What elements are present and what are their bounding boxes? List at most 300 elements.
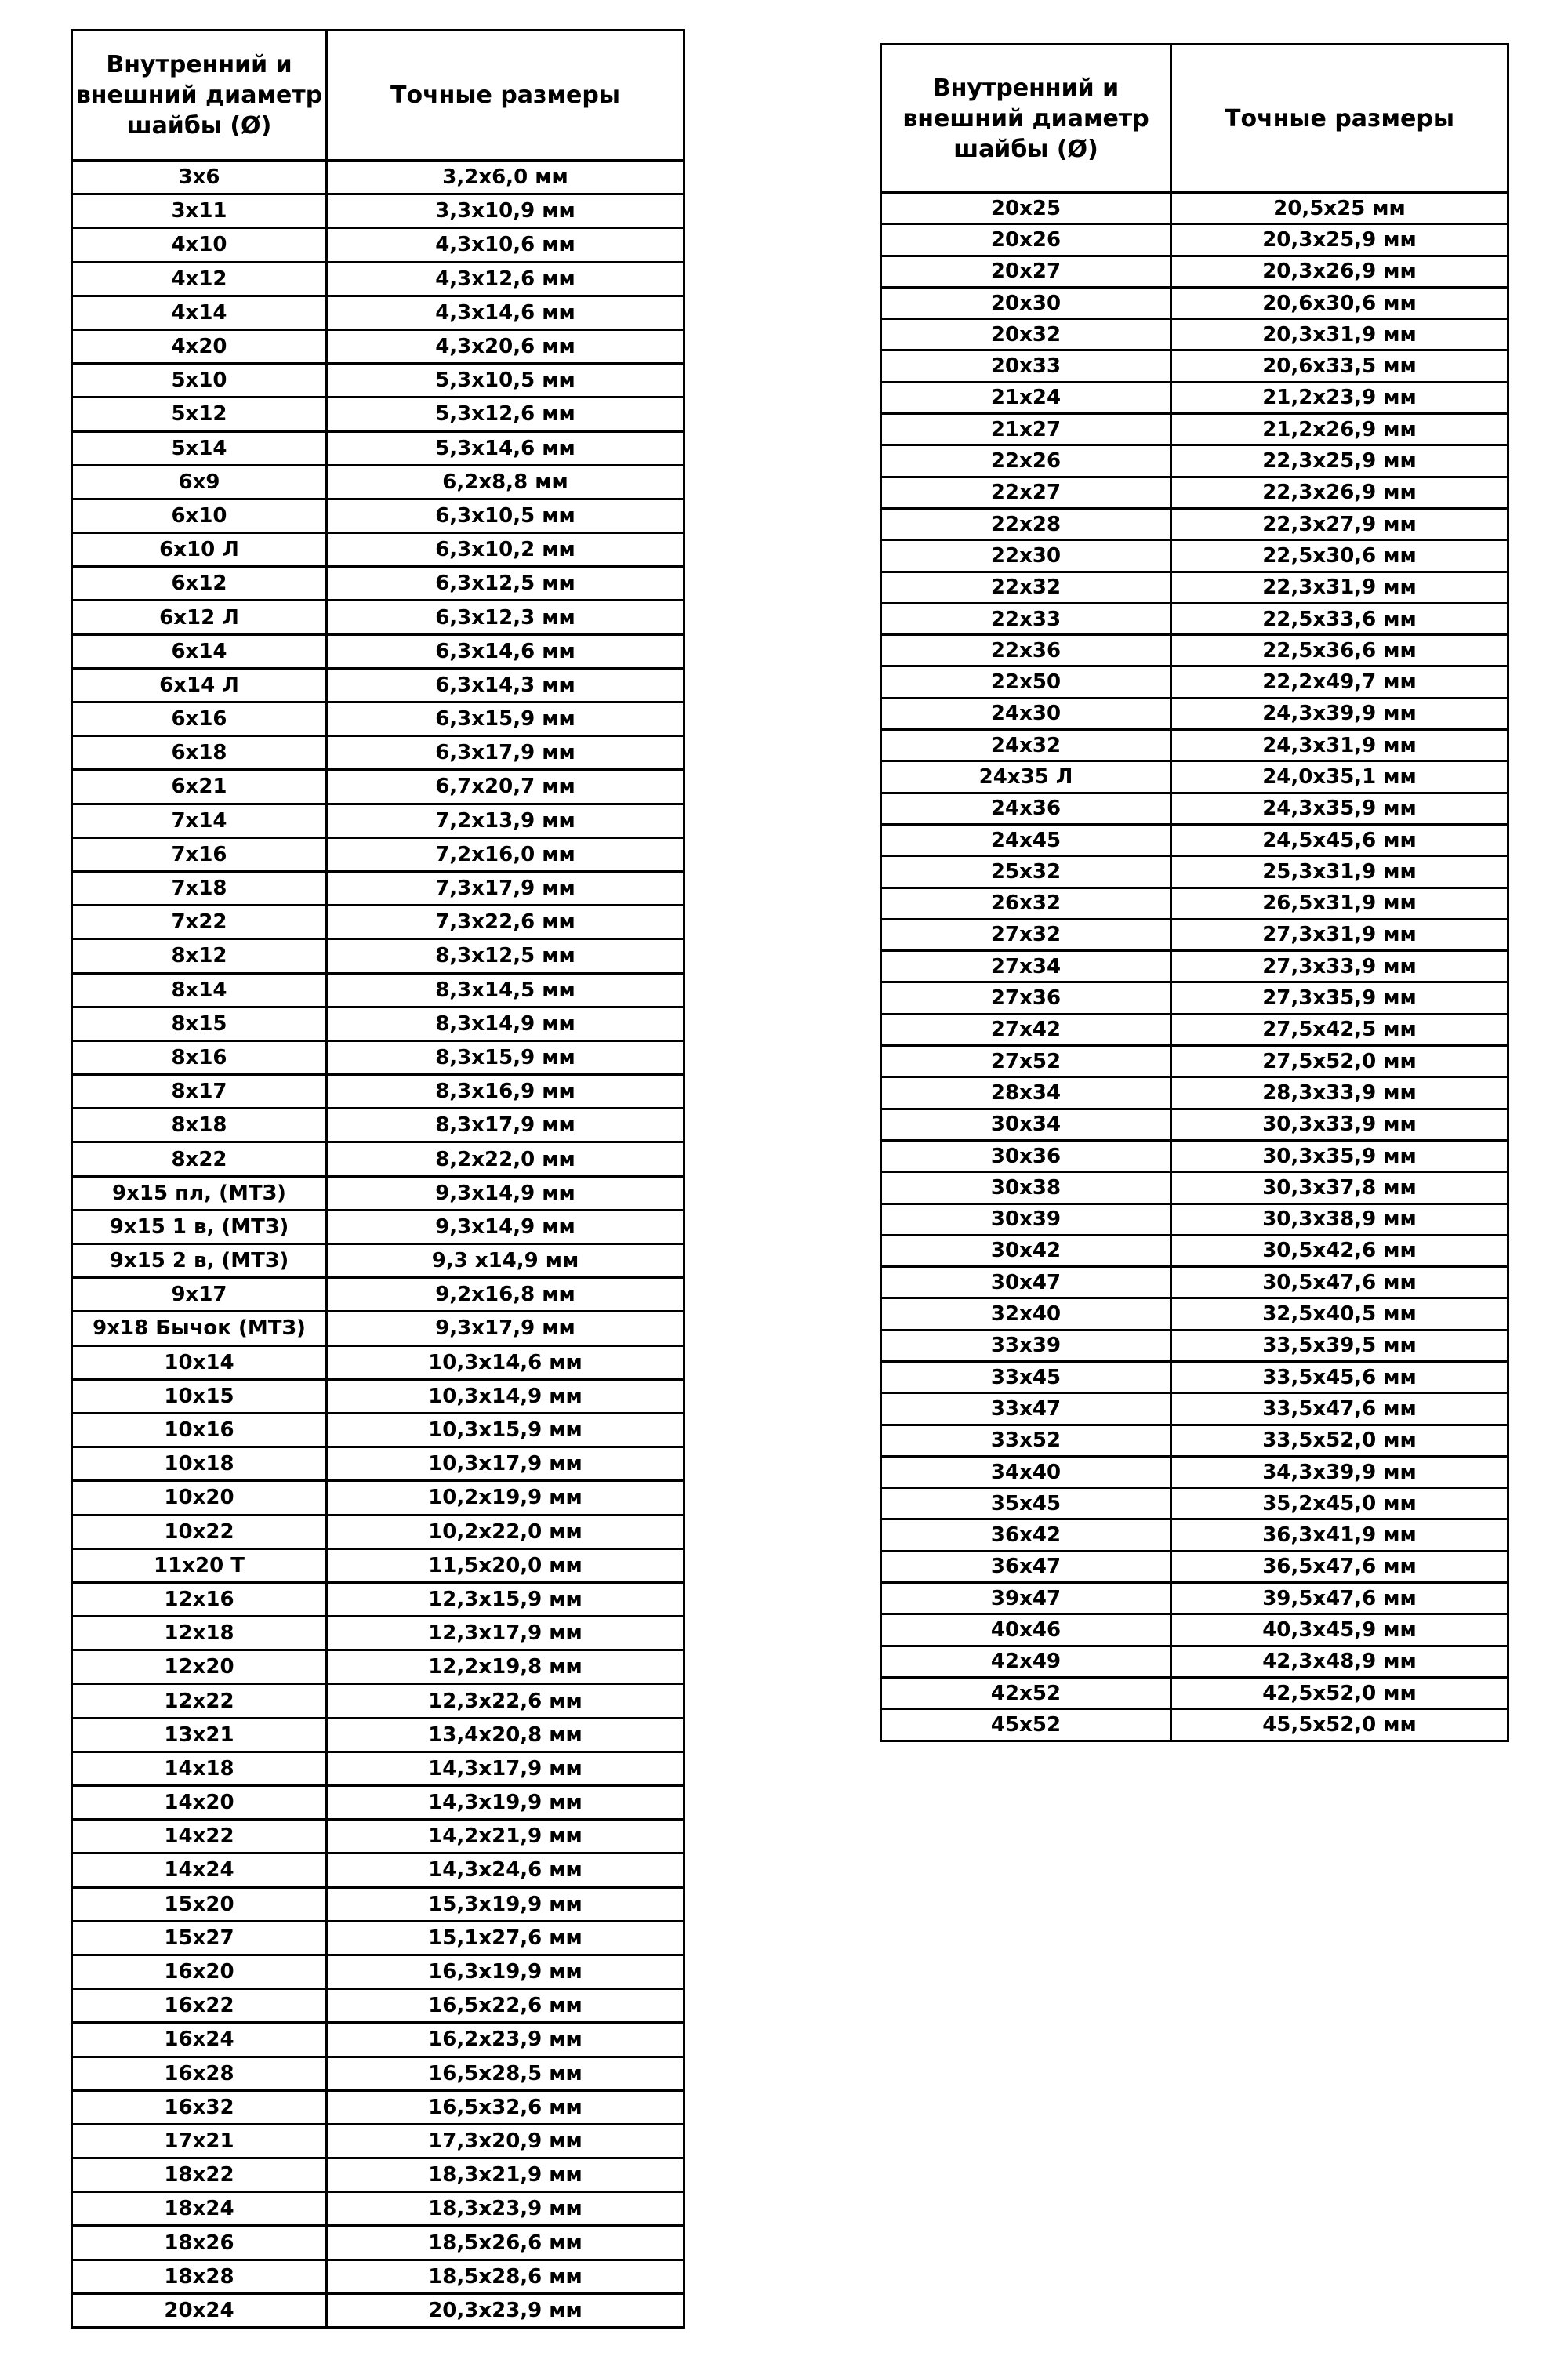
cell-nominal-size: 24х35 Л xyxy=(881,761,1171,793)
cell-nominal-size: 8х16 xyxy=(72,1040,327,1074)
cell-exact-size: 12,3х15,9 мм xyxy=(327,1582,684,1616)
cell-exact-size: 15,1х27,6 мм xyxy=(327,1921,684,1955)
table-row xyxy=(881,256,1508,287)
cell-exact-size: 30,5х42,6 мм xyxy=(1171,1235,1508,1266)
cell-nominal-size: 33х39 xyxy=(881,1330,1171,1361)
cell-exact-size: 24,3х31,9 мм xyxy=(1171,730,1508,761)
cell-nominal-size: 10х14 xyxy=(72,1345,327,1379)
cell-exact-size: 30,5х47,6 мм xyxy=(1171,1267,1508,1298)
cell-exact-size: 8,2х22,0 мм xyxy=(327,1142,684,1176)
table-row xyxy=(881,1456,1508,1487)
cell-exact-size: 28,3х33,9 мм xyxy=(1171,1077,1508,1109)
cell-nominal-size: 33х47 xyxy=(881,1393,1171,1425)
cell-nominal-size: 8х12 xyxy=(72,939,327,973)
table-row xyxy=(72,1650,684,1684)
cell-exact-size: 22,5х33,6 мм xyxy=(1171,603,1508,634)
cell-exact-size: 27,3х33,9 мм xyxy=(1171,951,1508,982)
table-row xyxy=(881,1583,1508,1614)
cell-nominal-size: 22х36 xyxy=(881,635,1171,666)
table-row xyxy=(72,1244,684,1278)
cell-nominal-size: 34х40 xyxy=(881,1456,1171,1487)
cell-nominal-size: 6х10 Л xyxy=(72,533,327,567)
cell-nominal-size: 36х42 xyxy=(881,1519,1171,1551)
cell-nominal-size: 20х32 xyxy=(881,319,1171,350)
cell-nominal-size: 20х25 xyxy=(881,193,1171,224)
cell-nominal-size: 27х34 xyxy=(881,951,1171,982)
cell-nominal-size: 22х30 xyxy=(881,540,1171,572)
cell-exact-size: 15,3х19,9 мм xyxy=(327,1887,684,1921)
table-row xyxy=(72,431,684,465)
cell-exact-size: 32,5х40,5 мм xyxy=(1171,1298,1508,1330)
cell-exact-size: 20,3х26,9 мм xyxy=(1171,256,1508,287)
cell-exact-size: 6,3х12,5 мм xyxy=(327,567,684,601)
cell-nominal-size: 7х22 xyxy=(72,906,327,939)
table-row xyxy=(72,2226,684,2260)
table-row xyxy=(881,1551,1508,1582)
header-exact-size: Точные размеры xyxy=(327,31,684,161)
table-row xyxy=(72,1853,684,1887)
cell-exact-size: 16,3х19,9 мм xyxy=(327,1955,684,1988)
cell-exact-size: 14,3х17,9 мм xyxy=(327,1752,684,1785)
cell-nominal-size: 24х36 xyxy=(881,793,1171,824)
table-row xyxy=(72,939,684,973)
cell-nominal-size: 42х49 xyxy=(881,1646,1171,1677)
cell-exact-size: 16,5х22,6 мм xyxy=(327,1989,684,2023)
table-row xyxy=(881,287,1508,318)
table-row xyxy=(881,1172,1508,1203)
table-row xyxy=(881,193,1508,224)
cell-exact-size: 36,5х47,6 мм xyxy=(1171,1551,1508,1582)
table-row xyxy=(881,1614,1508,1646)
table-row xyxy=(72,702,684,736)
table-row xyxy=(72,1887,684,1921)
table-row xyxy=(72,194,684,228)
cell-nominal-size: 4х12 xyxy=(72,262,327,296)
cell-exact-size: 13,4х20,8 мм xyxy=(327,1718,684,1752)
cell-nominal-size: 4х10 xyxy=(72,228,327,262)
cell-nominal-size: 10х16 xyxy=(72,1413,327,1447)
table-body xyxy=(72,161,684,2328)
cell-nominal-size: 18х24 xyxy=(72,2192,327,2226)
table-row xyxy=(72,1684,684,1718)
cell-exact-size: 8,3х15,9 мм xyxy=(327,1040,684,1074)
cell-nominal-size: 27х52 xyxy=(881,1046,1171,1077)
cell-exact-size: 30,3х35,9 мм xyxy=(1171,1140,1508,1171)
cell-nominal-size: 6х12 xyxy=(72,567,327,601)
cell-exact-size: 3,2х6,0 мм xyxy=(327,161,684,194)
cell-nominal-size: 12х16 xyxy=(72,1582,327,1616)
table-row xyxy=(72,1007,684,1040)
cell-exact-size: 16,2х23,9 мм xyxy=(327,2023,684,2057)
cell-nominal-size: 22х50 xyxy=(881,666,1171,698)
cell-nominal-size: 4х14 xyxy=(72,296,327,329)
table-row xyxy=(881,1298,1508,1330)
table-row xyxy=(881,1267,1508,1298)
cell-exact-size: 6,3х17,9 мм xyxy=(327,736,684,770)
table-row xyxy=(72,1447,684,1481)
cell-nominal-size: 20х30 xyxy=(881,287,1171,318)
cell-exact-size: 8,3х14,5 мм xyxy=(327,973,684,1007)
cell-nominal-size: 36х47 xyxy=(881,1551,1171,1582)
cell-nominal-size: 17х21 xyxy=(72,2124,327,2158)
cell-nominal-size: 20х33 xyxy=(881,350,1171,382)
cell-nominal-size: 33х45 xyxy=(881,1361,1171,1392)
table-row xyxy=(881,1677,1508,1708)
cell-exact-size: 21,2х26,9 мм xyxy=(1171,414,1508,445)
table-row xyxy=(72,601,684,634)
table-row xyxy=(881,477,1508,508)
cell-exact-size: 10,3х14,9 мм xyxy=(327,1379,684,1413)
cell-exact-size: 24,5х45,6 мм xyxy=(1171,824,1508,855)
table-row xyxy=(72,1582,684,1616)
cell-exact-size: 27,5х42,5 мм xyxy=(1171,1014,1508,1045)
cell-exact-size: 27,3х35,9 мм xyxy=(1171,982,1508,1014)
cell-exact-size: 16,5х32,6 мм xyxy=(327,2090,684,2124)
cell-nominal-size: 12х18 xyxy=(72,1617,327,1650)
cell-nominal-size: 45х52 xyxy=(881,1709,1171,1741)
cell-exact-size: 4,3х12,6 мм xyxy=(327,262,684,296)
cell-nominal-size: 10х18 xyxy=(72,1447,327,1481)
cell-exact-size: 6,7х20,7 мм xyxy=(327,770,684,804)
cell-exact-size: 18,3х21,9 мм xyxy=(327,2158,684,2192)
cell-exact-size: 9,3х14,9 мм xyxy=(327,1176,684,1210)
table-row xyxy=(72,228,684,262)
table-row xyxy=(881,730,1508,761)
table-body xyxy=(881,193,1508,1741)
cell-nominal-size: 12х20 xyxy=(72,1650,327,1684)
cell-exact-size: 24,3х35,9 мм xyxy=(1171,793,1508,824)
table-row xyxy=(72,871,684,905)
cell-nominal-size: 3х6 xyxy=(72,161,327,194)
cell-exact-size: 12,3х17,9 мм xyxy=(327,1617,684,1650)
cell-nominal-size: 24х30 xyxy=(881,698,1171,729)
cell-nominal-size: 6х14 Л xyxy=(72,668,327,702)
table-row xyxy=(72,499,684,532)
table-row xyxy=(72,1617,684,1650)
cell-nominal-size: 22х32 xyxy=(881,572,1171,603)
cell-exact-size: 6,2х8,8 мм xyxy=(327,465,684,499)
cell-nominal-size: 32х40 xyxy=(881,1298,1171,1330)
cell-exact-size: 7,2х13,9 мм xyxy=(327,804,684,837)
cell-exact-size: 20,6х30,6 мм xyxy=(1171,287,1508,318)
cell-nominal-size: 5х14 xyxy=(72,431,327,465)
table-row xyxy=(72,770,684,804)
cell-nominal-size: 30х36 xyxy=(881,1140,1171,1171)
table-row xyxy=(881,1140,1508,1171)
table-row xyxy=(881,666,1508,698)
cell-exact-size: 9,3 х14,9 мм xyxy=(327,1244,684,1278)
cell-nominal-size: 9х15 1 в, (МТЗ) xyxy=(72,1210,327,1243)
table-row xyxy=(881,824,1508,855)
cell-nominal-size: 30х34 xyxy=(881,1109,1171,1140)
cell-nominal-size: 8х22 xyxy=(72,1142,327,1176)
cell-nominal-size: 30х39 xyxy=(881,1203,1171,1235)
table-row xyxy=(72,1955,684,1988)
table-row xyxy=(72,906,684,939)
cell-nominal-size: 14х22 xyxy=(72,1820,327,1853)
cell-nominal-size: 18х26 xyxy=(72,2226,327,2260)
header-exact-size: Точные размеры xyxy=(1171,45,1508,193)
table-row xyxy=(72,1718,684,1752)
table-row xyxy=(881,761,1508,793)
table-row xyxy=(881,445,1508,477)
table-row xyxy=(72,1921,684,1955)
cell-nominal-size: 27х42 xyxy=(881,1014,1171,1045)
table-row xyxy=(72,1210,684,1243)
cell-nominal-size: 16х22 xyxy=(72,1989,327,2023)
table-row xyxy=(881,350,1508,382)
table-row xyxy=(881,603,1508,634)
table-row xyxy=(881,508,1508,539)
cell-nominal-size: 6х10 xyxy=(72,499,327,532)
cell-nominal-size: 16х28 xyxy=(72,2057,327,2090)
cell-exact-size: 36,3х41,9 мм xyxy=(1171,1519,1508,1551)
table-row xyxy=(881,888,1508,919)
table-row xyxy=(72,1752,684,1785)
cell-nominal-size: 15х27 xyxy=(72,1921,327,1955)
cell-exact-size: 20,3х25,9 мм xyxy=(1171,224,1508,256)
header-diameter: Внутренний и внешний диаметр шайбы (Ø) xyxy=(72,31,327,161)
table-row xyxy=(72,2023,684,2057)
cell-nominal-size: 21х27 xyxy=(881,414,1171,445)
table-row xyxy=(72,161,684,194)
cell-exact-size: 35,2х45,0 мм xyxy=(1171,1488,1508,1519)
cell-exact-size: 26,5х31,9 мм xyxy=(1171,888,1508,919)
cell-nominal-size: 7х18 xyxy=(72,871,327,905)
cell-nominal-size: 20х26 xyxy=(881,224,1171,256)
cell-exact-size: 4,3х14,6 мм xyxy=(327,296,684,329)
cell-nominal-size: 30х38 xyxy=(881,1172,1171,1203)
table-row xyxy=(72,1278,684,1312)
cell-exact-size: 12,3х22,6 мм xyxy=(327,1684,684,1718)
table-row xyxy=(72,1548,684,1582)
table-row xyxy=(72,1413,684,1447)
cell-nominal-size: 16х24 xyxy=(72,2023,327,2057)
table-row xyxy=(881,919,1508,950)
cell-exact-size: 22,3х26,9 мм xyxy=(1171,477,1508,508)
table-row xyxy=(881,1519,1508,1551)
cell-exact-size: 10,3х15,9 мм xyxy=(327,1413,684,1447)
table-row xyxy=(72,262,684,296)
table-row xyxy=(881,1077,1508,1109)
cell-exact-size: 6,3х14,3 мм xyxy=(327,668,684,702)
cell-nominal-size: 14х18 xyxy=(72,1752,327,1785)
cell-nominal-size: 25х32 xyxy=(881,856,1171,888)
table-row xyxy=(72,1515,684,1548)
cell-exact-size: 9,3х17,9 мм xyxy=(327,1312,684,1345)
cell-exact-size: 42,5х52,0 мм xyxy=(1171,1677,1508,1708)
cell-nominal-size: 8х15 xyxy=(72,1007,327,1040)
cell-nominal-size: 5х12 xyxy=(72,398,327,431)
cell-nominal-size: 9х18 Бычок (МТЗ) xyxy=(72,1312,327,1345)
cell-exact-size: 27,3х31,9 мм xyxy=(1171,919,1508,950)
cell-exact-size: 18,3х23,9 мм xyxy=(327,2192,684,2226)
cell-exact-size: 25,3х31,9 мм xyxy=(1171,856,1508,888)
cell-exact-size: 8,3х12,5 мм xyxy=(327,939,684,973)
table-row xyxy=(72,2158,684,2192)
cell-exact-size: 33,5х47,6 мм xyxy=(1171,1393,1508,1425)
cell-nominal-size: 18х22 xyxy=(72,2158,327,2192)
cell-nominal-size: 8х18 xyxy=(72,1109,327,1142)
cell-nominal-size: 30х47 xyxy=(881,1267,1171,1298)
table-row xyxy=(72,465,684,499)
cell-exact-size: 14,3х24,6 мм xyxy=(327,1853,684,1887)
cell-nominal-size: 24х32 xyxy=(881,730,1171,761)
cell-nominal-size: 33х52 xyxy=(881,1425,1171,1456)
table-row xyxy=(881,698,1508,729)
table-row xyxy=(881,414,1508,445)
table-row xyxy=(881,951,1508,982)
cell-exact-size: 7,2х16,0 мм xyxy=(327,837,684,871)
table-row xyxy=(881,982,1508,1014)
cell-exact-size: 20,6х33,5 мм xyxy=(1171,350,1508,382)
table-row xyxy=(72,296,684,329)
table-row xyxy=(881,1361,1508,1392)
cell-exact-size: 10,2х19,9 мм xyxy=(327,1481,684,1515)
cell-nominal-size: 22х27 xyxy=(881,477,1171,508)
washer-size-table-right xyxy=(880,43,1509,1742)
cell-nominal-size: 30х42 xyxy=(881,1235,1171,1266)
cell-nominal-size: 14х20 xyxy=(72,1786,327,1820)
cell-nominal-size: 6х12 Л xyxy=(72,601,327,634)
table-row xyxy=(881,1235,1508,1266)
cell-exact-size: 34,3х39,9 мм xyxy=(1171,1456,1508,1487)
cell-exact-size: 22,5х36,6 мм xyxy=(1171,635,1508,666)
cell-nominal-size: 6х18 xyxy=(72,736,327,770)
cell-exact-size: 24,0х35,1 мм xyxy=(1171,761,1508,793)
cell-exact-size: 17,3х20,9 мм xyxy=(327,2124,684,2158)
cell-nominal-size: 20х27 xyxy=(881,256,1171,287)
cell-exact-size: 4,3х20,6 мм xyxy=(327,329,684,363)
table-row xyxy=(881,856,1508,888)
cell-nominal-size: 7х16 xyxy=(72,837,327,871)
cell-nominal-size: 7х14 xyxy=(72,804,327,837)
table-row xyxy=(881,793,1508,824)
table-row xyxy=(881,1014,1508,1045)
cell-exact-size: 11,5х20,0 мм xyxy=(327,1548,684,1582)
cell-exact-size: 12,2х19,8 мм xyxy=(327,1650,684,1684)
cell-nominal-size: 8х17 xyxy=(72,1075,327,1109)
cell-exact-size: 10,3х14,6 мм xyxy=(327,1345,684,1379)
table-header-row xyxy=(881,45,1508,193)
cell-nominal-size: 10х15 xyxy=(72,1379,327,1413)
cell-exact-size: 33,5х45,6 мм xyxy=(1171,1361,1508,1392)
table-row xyxy=(881,1046,1508,1077)
table-row xyxy=(72,329,684,363)
cell-exact-size: 6,3х15,9 мм xyxy=(327,702,684,736)
washer-size-table-left xyxy=(71,29,685,2329)
cell-nominal-size: 10х22 xyxy=(72,1515,327,1548)
cell-exact-size: 40,3х45,9 мм xyxy=(1171,1614,1508,1646)
cell-exact-size: 5,3х14,6 мм xyxy=(327,431,684,465)
cell-exact-size: 45,5х52,0 мм xyxy=(1171,1709,1508,1741)
table-row xyxy=(72,668,684,702)
cell-exact-size: 6,3х12,3 мм xyxy=(327,601,684,634)
table-row xyxy=(881,382,1508,413)
table-row xyxy=(881,1109,1508,1140)
cell-exact-size: 24,3х39,9 мм xyxy=(1171,698,1508,729)
cell-exact-size: 33,5х52,0 мм xyxy=(1171,1425,1508,1456)
cell-exact-size: 22,3х25,9 мм xyxy=(1171,445,1508,477)
cell-exact-size: 8,3х17,9 мм xyxy=(327,1109,684,1142)
table-row xyxy=(72,1075,684,1109)
table-row xyxy=(72,2057,684,2090)
table-row xyxy=(72,1345,684,1379)
cell-exact-size: 6,3х10,5 мм xyxy=(327,499,684,532)
cell-nominal-size: 20х24 xyxy=(72,2293,327,2327)
cell-nominal-size: 21х24 xyxy=(881,382,1171,413)
cell-exact-size: 18,5х28,6 мм xyxy=(327,2260,684,2293)
table-row xyxy=(881,540,1508,572)
table-row xyxy=(881,1330,1508,1361)
cell-nominal-size: 27х32 xyxy=(881,919,1171,950)
table-row xyxy=(72,1989,684,2023)
cell-exact-size: 18,5х26,6 мм xyxy=(327,2226,684,2260)
cell-nominal-size: 22х33 xyxy=(881,603,1171,634)
cell-exact-size: 22,2х49,7 мм xyxy=(1171,666,1508,698)
table-row xyxy=(72,634,684,668)
cell-nominal-size: 26х32 xyxy=(881,888,1171,919)
cell-nominal-size: 6х9 xyxy=(72,465,327,499)
cell-exact-size: 21,2х23,9 мм xyxy=(1171,382,1508,413)
table-row xyxy=(881,1393,1508,1425)
cell-nominal-size: 27х36 xyxy=(881,982,1171,1014)
cell-nominal-size: 6х21 xyxy=(72,770,327,804)
table-row xyxy=(881,224,1508,256)
cell-nominal-size: 12х22 xyxy=(72,1684,327,1718)
cell-exact-size: 20,5х25 мм xyxy=(1171,193,1508,224)
table-row xyxy=(72,1786,684,1820)
table-row xyxy=(72,1481,684,1515)
cell-exact-size: 30,3х37,8 мм xyxy=(1171,1172,1508,1203)
cell-exact-size: 14,2х21,9 мм xyxy=(327,1820,684,1853)
cell-exact-size: 4,3х10,6 мм xyxy=(327,228,684,262)
table-row xyxy=(72,567,684,601)
cell-exact-size: 22,5х30,6 мм xyxy=(1171,540,1508,572)
table-row xyxy=(881,572,1508,603)
cell-exact-size: 20,3х31,9 мм xyxy=(1171,319,1508,350)
cell-exact-size: 30,3х33,9 мм xyxy=(1171,1109,1508,1140)
cell-nominal-size: 39х47 xyxy=(881,1583,1171,1614)
cell-nominal-size: 16х20 xyxy=(72,1955,327,1988)
table-row xyxy=(72,533,684,567)
cell-nominal-size: 11х20 Т xyxy=(72,1548,327,1582)
cell-exact-size: 14,3х19,9 мм xyxy=(327,1786,684,1820)
cell-exact-size: 7,3х22,6 мм xyxy=(327,906,684,939)
cell-exact-size: 22,3х31,9 мм xyxy=(1171,572,1508,603)
cell-nominal-size: 22х26 xyxy=(881,445,1171,477)
table-row xyxy=(72,1142,684,1176)
cell-nominal-size: 9х15 2 в, (МТЗ) xyxy=(72,1244,327,1278)
table-row xyxy=(881,1425,1508,1456)
cell-exact-size: 5,3х10,5 мм xyxy=(327,364,684,398)
table-row xyxy=(72,1379,684,1413)
table-row xyxy=(72,2260,684,2293)
table-row xyxy=(72,1820,684,1853)
cell-exact-size: 33,5х39,5 мм xyxy=(1171,1330,1508,1361)
cell-exact-size: 3,3х10,9 мм xyxy=(327,194,684,228)
cell-nominal-size: 13х21 xyxy=(72,1718,327,1752)
cell-exact-size: 8,3х16,9 мм xyxy=(327,1075,684,1109)
cell-exact-size: 5,3х12,6 мм xyxy=(327,398,684,431)
table-row xyxy=(881,1488,1508,1519)
cell-nominal-size: 6х14 xyxy=(72,634,327,668)
table-row xyxy=(72,2293,684,2327)
cell-exact-size: 8,3х14,9 мм xyxy=(327,1007,684,1040)
table-row xyxy=(72,1109,684,1142)
cell-nominal-size: 3х11 xyxy=(72,194,327,228)
cell-nominal-size: 18х28 xyxy=(72,2260,327,2293)
